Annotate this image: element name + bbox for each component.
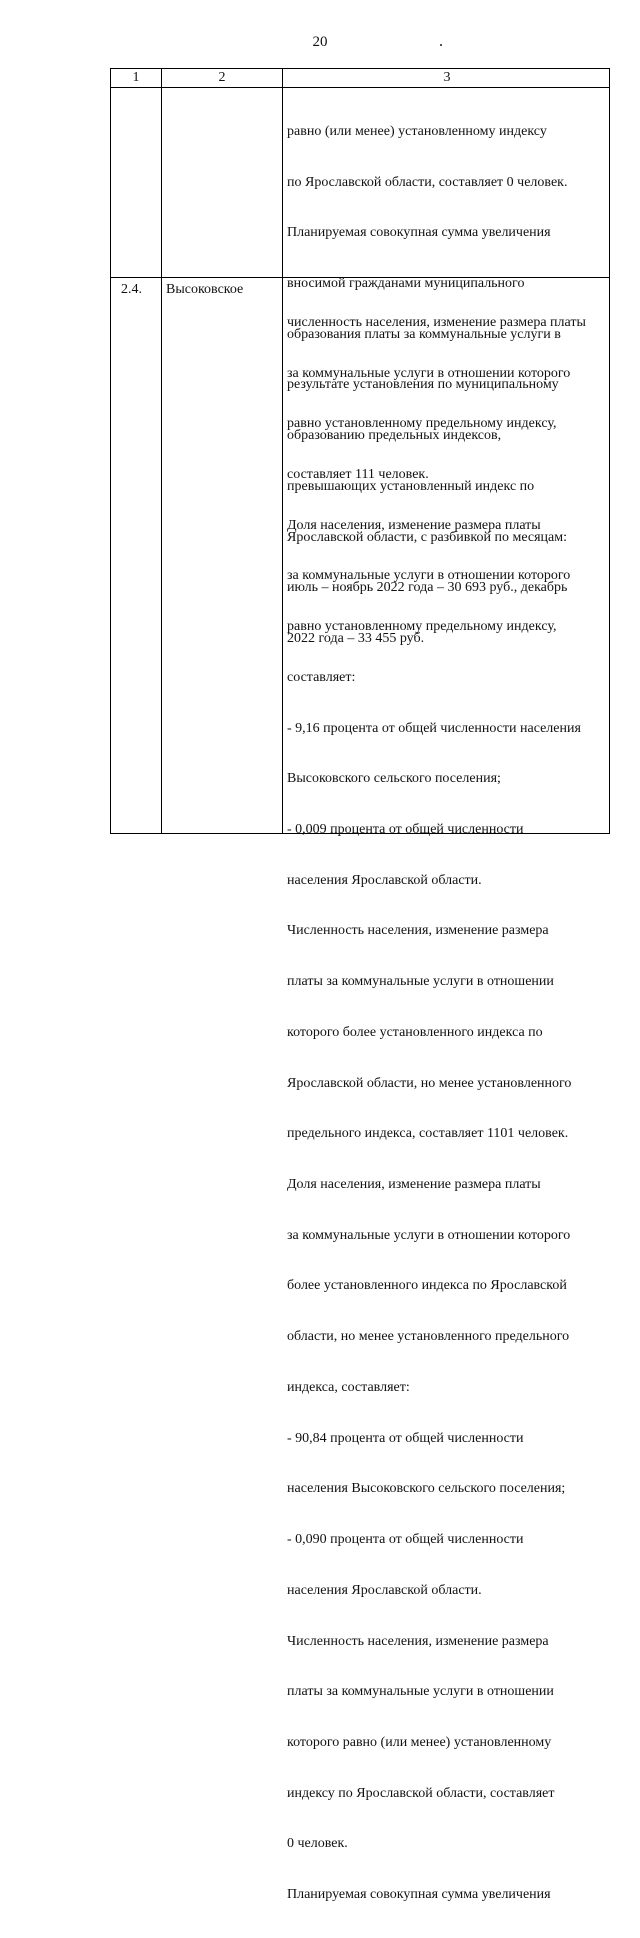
scan-speck [440,44,442,46]
text-line: индекса, составляет: [287,1379,410,1395]
header-col-2: 2 [218,70,226,85]
text-line: населения Высоковского сельского поселения; [287,1481,566,1497]
text-line: - 90,84 процента от общей численности [287,1430,524,1446]
text-line: индексу по Ярославской области, составляет [287,1785,555,1801]
text-line: Доля населения, изменение размера платы [287,1177,541,1193]
text-line: образованию предельных индексов, [287,428,502,444]
text-line: - 9,16 процента от общей численности населения [287,720,581,736]
text-line: равно (или менее) установленному индексу [287,123,547,139]
text-line: за коммунальные услуги в отношении которого [287,1227,571,1243]
text-line: населения Ярославской области. [287,1582,482,1598]
text-line: 0 человек. [287,1836,348,1852]
text-line: которого равно (или менее) установленному [287,1734,552,1750]
header-col-3: 3 [443,70,451,85]
text-line: июль – ноябрь 2022 года – 30 693 руб., декабрь [287,580,568,596]
text-line: Высоковского сельского поселения; [287,771,501,787]
page-number: 20 [312,34,328,50]
text-line: Численность населения, изменение размера [287,1633,549,1649]
text-line: составляет: [287,669,356,685]
column-divider-1 [161,69,162,833]
text-line: за коммунальные услуги в отношении которого [287,365,571,381]
text-line: - 0,090 процента от общей численности [287,1532,524,1548]
text-line: по Ярославской области, составляет 0 человек. [287,174,568,190]
text-line: платы за коммунальные услуги в отношении [287,974,554,990]
text-line: Численность населения, изменение размера [287,923,549,939]
text-line: области, но менее установленного предельного [287,1329,570,1345]
text-line: Доля населения, изменение размера платы [287,517,541,533]
data-table [110,68,610,1903]
text-line: составляет 111 человек. [287,466,429,482]
text-line: - 0,009 процента от общей численности [287,822,524,837]
municipality-name: Высоковское [166,282,244,297]
text-line: более установленного индекса по Ярославской [287,1278,567,1294]
text-line: равно установленному предельному индексу, [287,416,557,432]
text-line: равно установленному предельному индексу, [287,619,557,635]
header-divider [111,87,609,88]
text-line: за коммунальные услуги в отношении которого [287,568,571,584]
text-line: Ярославской области, с разбивкой по месяцам: [287,529,568,545]
text-line: платы за коммунальные услуги в отношении [287,1684,554,1700]
text-line: 2022 года – 33 455 руб. [287,631,425,646]
row-description [287,281,586,1938]
row-number: 2.4. [121,282,142,297]
text-line: предельного индекса, составляет 1101 человек. [287,1126,569,1142]
text-line: образования платы за коммунальные услуги в [287,326,561,342]
text-line: вносимой гражданами муниципального [287,275,525,291]
text-line: Планируемая совокупная сумма увеличения [287,1887,551,1903]
text-line: которого более установленного индекса по [287,1024,543,1040]
column-divider-2 [282,69,283,833]
text-line: Ярославской области, но менее установленного [287,1075,572,1091]
text-line: Планируемая совокупная сумма увеличения [287,225,551,241]
text-line: превышающих установленный индекс по [287,478,535,494]
text-line: результате установления по муниципальному [287,377,559,393]
header-col-1: 1 [132,70,140,85]
text-line: населения Ярославской области. [287,872,482,888]
text-line: численность населения, изменение размера платы [287,314,586,330]
